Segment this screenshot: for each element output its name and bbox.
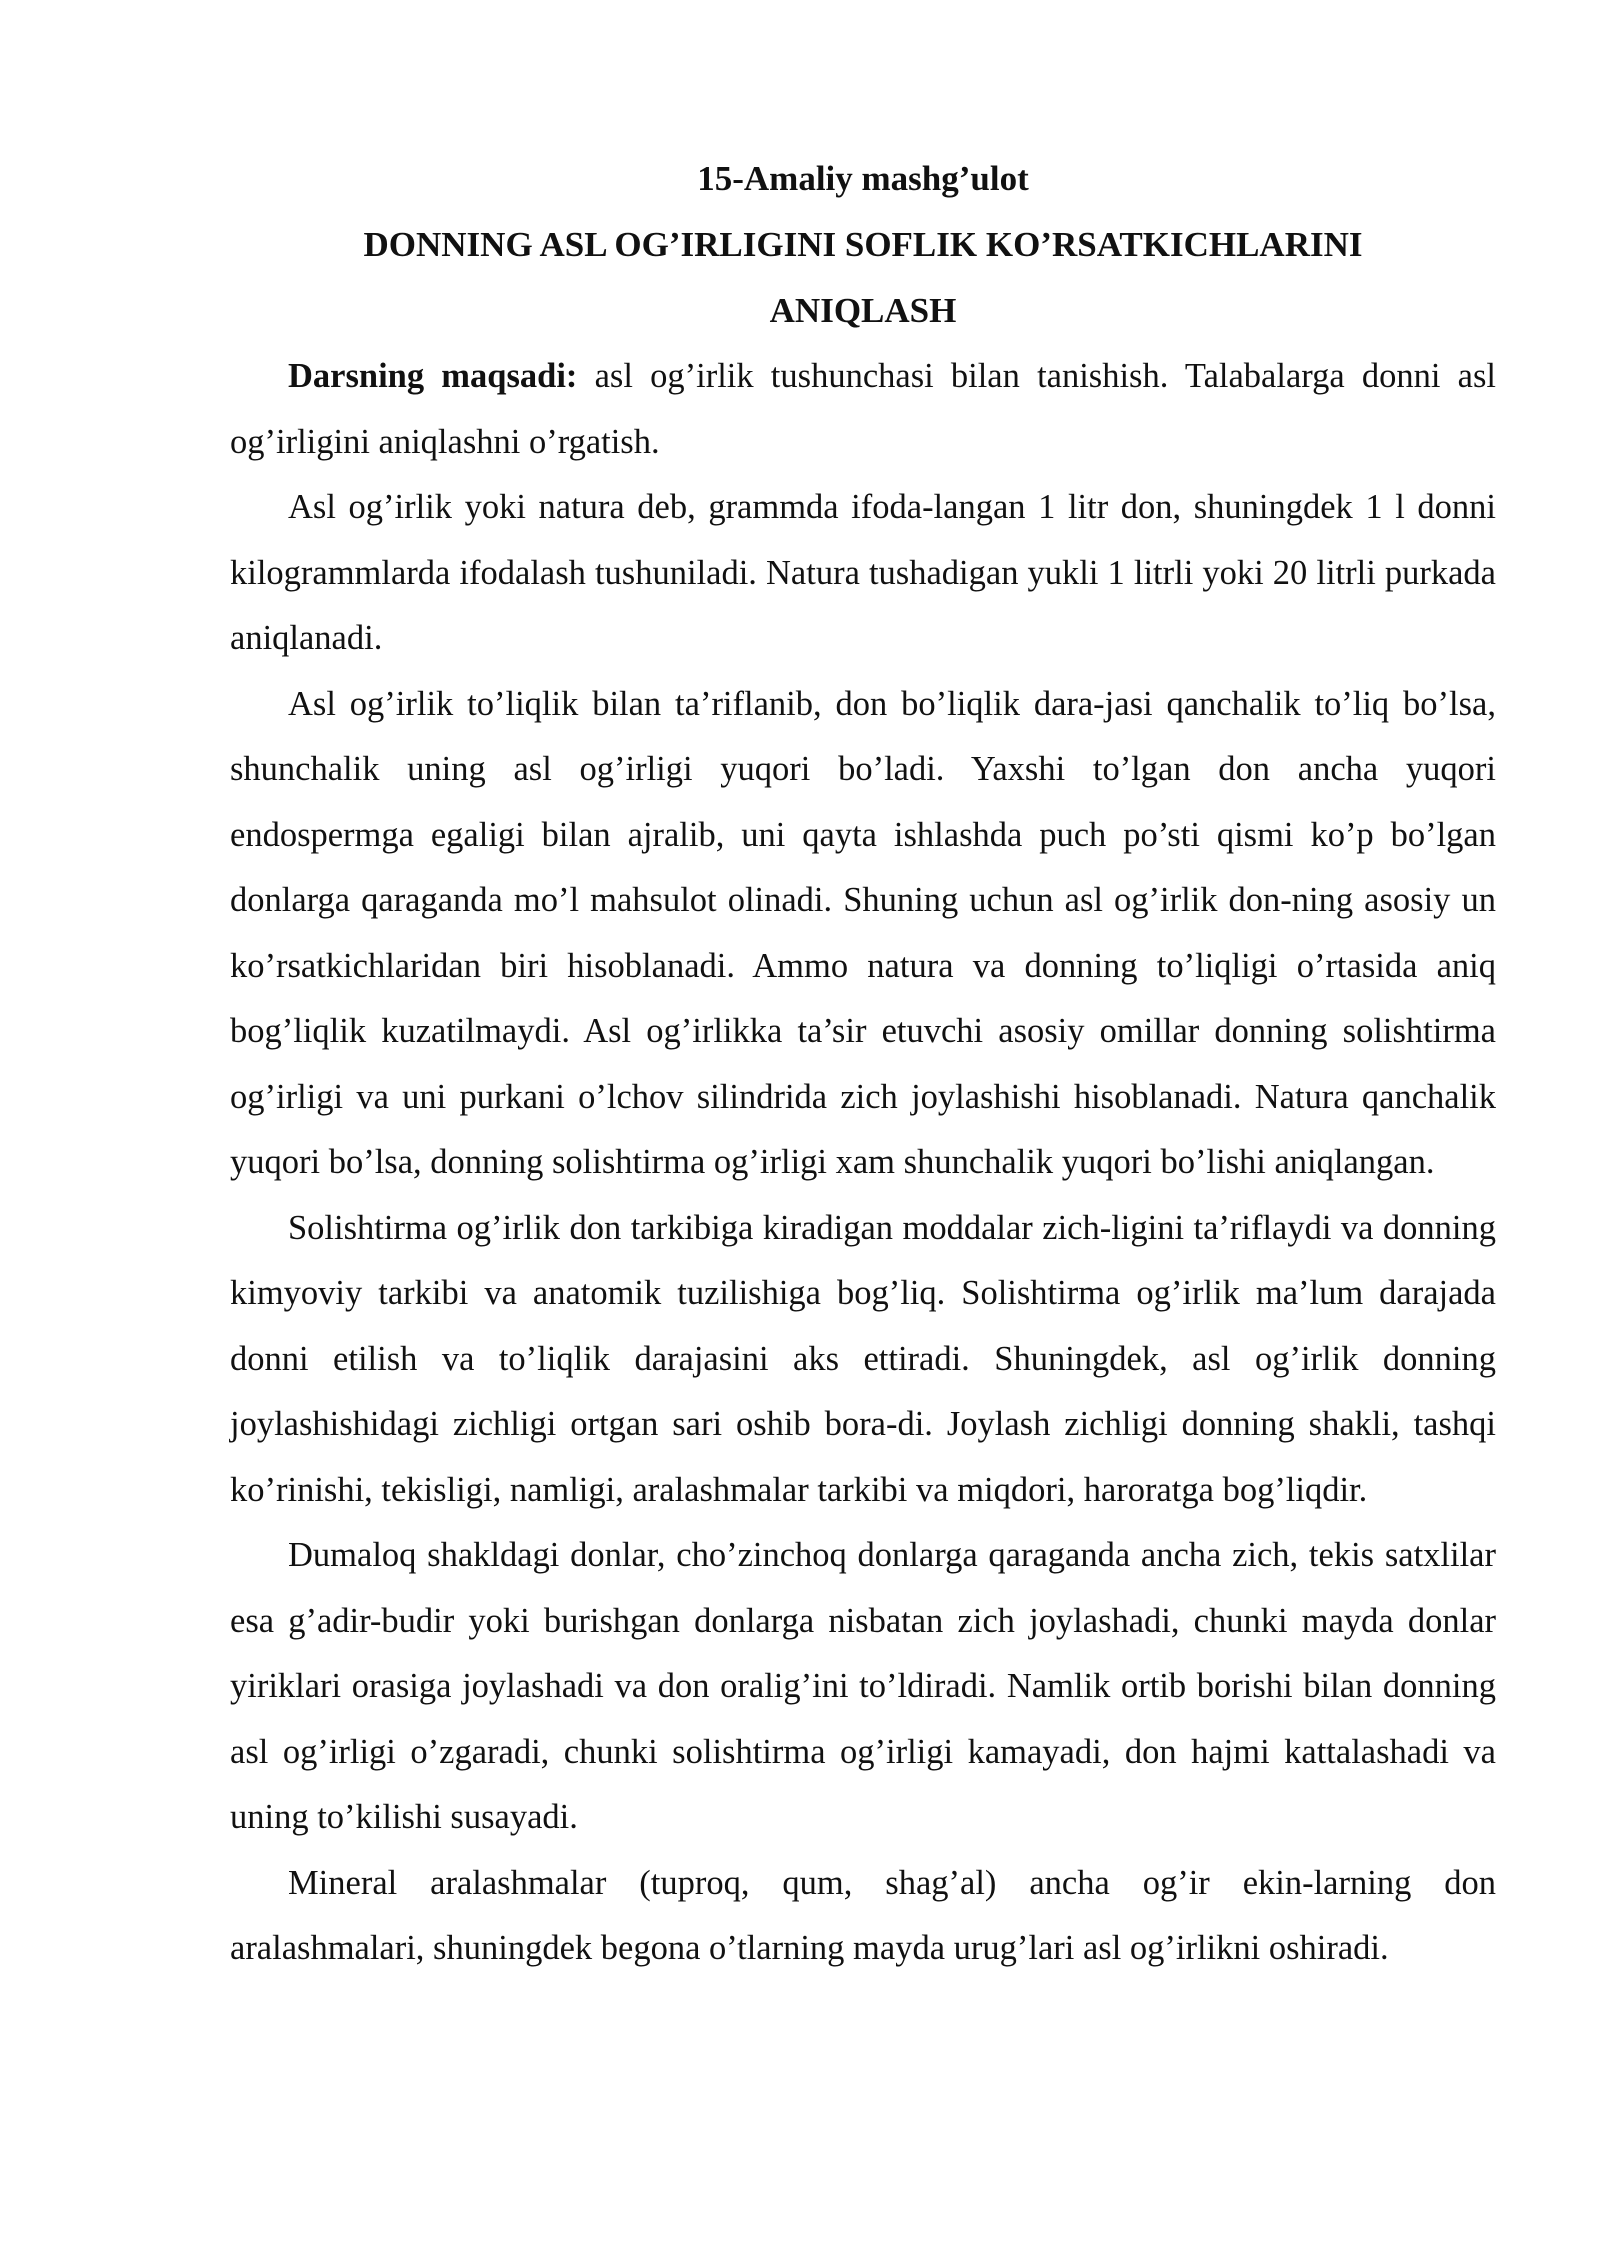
body-paragraph: Asl og’irlik to’liqlik bilan ta’riflanib, don bo’liqlik dara-jasi qanchalik to’liq bo’lsa, shunchalik uning asl og’irligi yuqori bo’ladi. Yaxshi to’lgan don ancha yuqori endospermga egaligi bilan ajralib, uni qayta ishlashda puch po’sti qismi ko’p bo’lgan donlarga qaraganda mo’l mahsulot olinadi. Shuning uchun asl og’irlik don-ning asosiy un ko’rsatkichlaridan biri hisoblanadi. Ammo natura va donning to’liqligi o’rtasida aniq bog’liqlik kuzatilmaydi. Asl og’irlikka ta’sir etuvchi asosiy omillar donning solishtirma og’irligi va uni purkani o’lchov silindrida zich joylashishi hisoblanadi. Natura qanchalik yuqori bo’lsa, donning solishtirma og’irligi xam shunchalik yuqori bo’lishi aniqlangan.: [230, 684, 1496, 1181]
objective-label: Darsning maqsadi:: [288, 357, 578, 395]
practical-lesson-number: 15-Amaliy mashg’ulot: [697, 159, 1029, 198]
body-paragraph: Mineral aralashmalar (tuproq, qum, shag’al) ancha og’ir ekin-larning don aralashmalari, shuningdek begona o’tlarning mayda urug’lari asl og’irlikni oshiradi.: [230, 1863, 1496, 1967]
lesson-objective-paragraph: [230, 344, 1496, 475]
body-paragraph: Asl og’irlik yoki natura deb, grammda ifoda-langan 1 litr don, shuningdek 1 l donni kilogrammlarda ifodalash tushuniladi. Natura tushadigan yukli 1 litrli yoki 20 litrli purkada aniqlanadi.: [230, 488, 1496, 657]
body-paragraph: Dumaloq shakldagi donlar, cho’zinchoq donlarga qaraganda ancha zich, tekis satxlilar esa g’adir-budir yoki burishgan donlarga nisbatan zich joylashadi, chunki mayda donlar yiriklari orasiga joylashadi va don oralig’ini to’ldiradi. Namlik ortib borishi bilan donning asl og’irligi o’zgaradi, chunki solishtirma og’irligi kamayadi, don hajmi kattalashadi va uning to’kilishi susayadi.: [230, 1536, 1496, 1836]
document-title: DONNING ASL OG’IRLIGINI SOFLIK KO’RSATKICHLARINI ANIQLASH: [363, 225, 1363, 330]
document-body: [230, 146, 1496, 1982]
body-paragraph: Solishtirma og’irlik don tarkibiga kiradigan moddalar zich-ligini ta’riflaydi va donning kimyoviy tarkibi va anatomik tuzilishiga bog’liq. Solishtirma og’irlik ma’lum darajada donni etilish va to’liqlik darajasini aks ettiradi. Shuningdek, asl og’irlik donning joylashishidagi zichligi ortgan sari oshib bora-di. Joylash zichligi donning shakli, tashqi ko’rinishi, tekisligi, namligi, aralashmalar tarkibi va miqdori, haroratga bog’liqdir.: [230, 1208, 1496, 1509]
objective-text: asl og’irlik tushunchasi bilan tanishish. Talabalarga donni asl og’irligini aniqlashni o’rgatish.: [230, 357, 1496, 461]
